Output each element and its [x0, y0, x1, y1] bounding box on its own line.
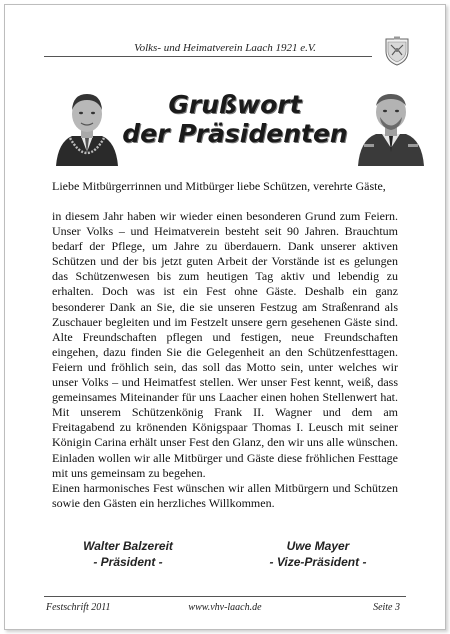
footer-page-number: Seite 3: [373, 602, 400, 613]
letter-body: [52, 209, 398, 511]
signature-vice-president: [238, 538, 398, 570]
signature-role: - Vize-Präsident -: [269, 555, 367, 569]
letter-paragraph: Einen harmonisches Fest wünschen wir allen Mitbürgern und Schützen sowie den Gästen ein herzliches Willkommen.: [52, 480, 398, 510]
coat-of-arms-icon: [384, 36, 410, 66]
signature-name: Walter Balzereit: [83, 539, 173, 553]
footer-website-link[interactable]: www.vhv-laach.de: [188, 602, 262, 613]
header-rule: [44, 56, 372, 57]
portrait-photo-right: [356, 82, 426, 166]
footer-rule: [44, 596, 406, 597]
headline-line-2: der Präsidenten: [122, 119, 348, 148]
letter-salutation: Liebe Mitbürgerrinnen und Mitbürger liebe Schützen, verehrte Gäste,: [52, 179, 386, 193]
signature-president: [48, 538, 208, 570]
signature-role: - Präsident -: [93, 555, 163, 569]
signature-name: Uwe Mayer: [286, 539, 350, 553]
page-headline: [122, 90, 348, 148]
footer-publication: Festschrift 2011: [46, 602, 111, 613]
headline-line-1: Grußwort: [168, 90, 302, 119]
portrait-photo-left: [52, 82, 122, 166]
letter-paragraph: in diesem Jahr haben wir wieder einen besonderen Grund zum Feiern. Unser Volks – und Heimatverein besteht seit 90 Jahren. Brauchtum bedarf der Pflege, um Jahre zu überdauern. Dank unserer aktiven Schützen und der bis jetzt guten Arbeit der Vorstände ist es gelungen das Schützenwesen bis zum heutigen Tag aktiv und lebendig zu erhalten. Doch was ist ein Fest ohne Gäste. Deshalb ein ganz besonderer Dank an Sie, die sie unseren Festzug am Straßenrand als Zuschauer begleiten und im Festzelt unsere gern gesehenen Gäste sind. Alte Freundschaften pflegen und festigen, neue Freundschaften eingehen, dazu finden Sie die Gelegenheit an den Schützenfesttagen. Feiern und fröhlich sein, das soll das Motto sein, unter welches wir unser Volks – und Heimatfest stellen. Wer unser Fest kennt, weiß, dass gemeinsames Miteinander für uns Laacher einen hohen Stellenwert hat. Mit unserem Schützenkönig Frank II. Wagner und dem am Freitagabend zu krönenden Königspaar Thomas I. Leusch mit seiner Königin Carina erhält unser Fest den Glanz, den wir uns alle wünschen. Einladen wollen wir alle Mitbürger und Gäste diese fröhlichen Festtage mit uns gemeinsam zu begehen.: [52, 209, 398, 480]
header-title: Volks- und Heimatverein Laach 1921 e.V.: [134, 42, 316, 54]
